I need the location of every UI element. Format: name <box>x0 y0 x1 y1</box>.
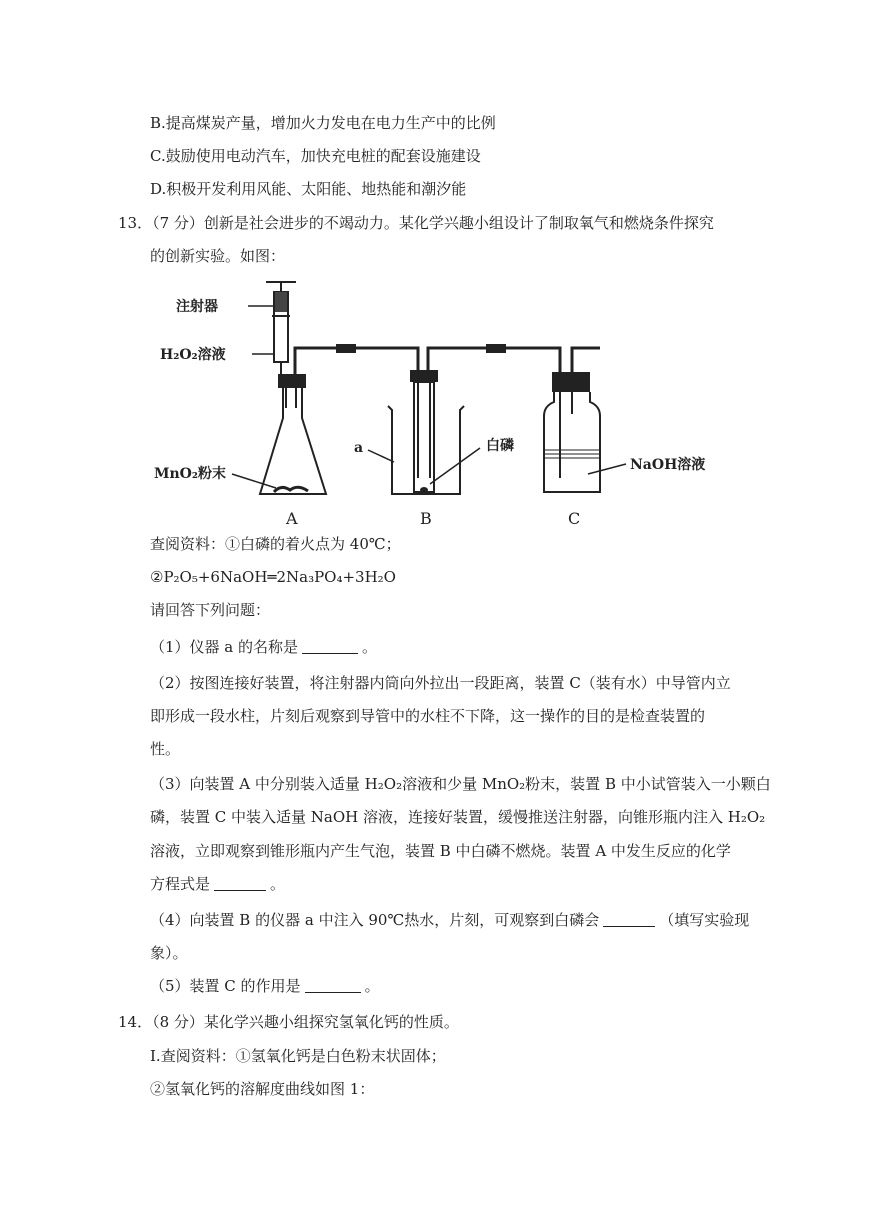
beaker-b <box>388 370 464 494</box>
label-a: a <box>354 440 364 456</box>
q13-part5 <box>150 976 380 996</box>
q13-part5-end: 。 <box>364 977 380 995</box>
q13-part4-line2: 象）。 <box>150 944 188 962</box>
q13-part3-line2: 磷，装置 C 中装入适量 NaOH 溶液，连接好装置，缓慢推送注射器，向锥形瓶内注入 H₂O₂ <box>150 808 766 826</box>
q13-stem-line1: 13．（7 分）创新是社会进步的不竭动力。某化学兴趣小组设计了制取氧气和燃烧条件探究 <box>118 214 714 232</box>
q13-part3-line3: 溶液，立即观察到锥形瓶内产生气泡，装置 B 中白磷不燃烧。装置 A 中发生反应的化学 <box>150 842 731 860</box>
q13-part1 <box>150 637 377 657</box>
q13-part4-text: （4）向装置 B 的仪器 a 中注入 90℃热水，片刻，可观察到白磷会 <box>150 911 600 929</box>
label-h2o2: H₂O₂溶液 <box>160 347 226 363</box>
label-B: B <box>420 509 432 528</box>
q13-stem-line2: 的创新实验。如图： <box>150 247 286 265</box>
q13-part2-line3: 性。 <box>150 740 181 758</box>
q13-part3-end: 。 <box>270 875 286 893</box>
q13-part3-line4-text: 方程式是 <box>150 875 211 893</box>
conical-flask-a <box>260 374 326 494</box>
q13-part5-text: （5）装置 C 的作用是 <box>150 977 301 995</box>
label-naoh: NaOH溶液 <box>630 457 706 473</box>
option-d: D.积极开发利用风能、太阳能、地热能和潮汐能 <box>150 180 467 198</box>
q13-part2-line2: 即形成一段水柱，片刻后观察到导管中的水柱不下降，这一操作的目的是检查装置的 <box>150 707 706 725</box>
option-c: C.鼓励使用电动汽车，加快充电桩的配套设施建设 <box>150 147 481 165</box>
label-mno2: MnO₂粉末 <box>154 466 227 482</box>
label-white-phosphorus: 白磷 <box>486 438 514 454</box>
q13-info2: ②P₂O₅+6NaOH═2Na₃PO₄+3H₂O <box>150 568 396 586</box>
answer-blank-5[interactable] <box>305 978 361 993</box>
answer-blank-3[interactable] <box>214 876 266 891</box>
q13-part1-text: （1）仪器 a 的名称是 <box>150 638 299 656</box>
q13-part3-line1: （3）向装置 A 中分别装入适量 H₂O₂溶液和少量 MnO₂粉末，装置 B 中小试管装入一小颗白 <box>150 775 771 793</box>
apparatus-figure <box>140 278 740 530</box>
q13-part2-line1: （2）按图连接好装置，将注射器内筒向外拉出一段距离，装置 C（装有水）中导管内立 <box>150 674 731 692</box>
answer-blank-4[interactable] <box>603 912 655 927</box>
q13-part1-end: 。 <box>362 638 378 656</box>
q13-part4-line1 <box>150 910 749 930</box>
label-syringe: 注射器 <box>176 299 218 315</box>
q13-part4-text-end: （填写实验现 <box>659 911 750 929</box>
tube-a-b <box>295 348 418 376</box>
q14-stem: 14．（8 分）某化学兴趣小组探究氢氧化钙的性质。 <box>118 1013 459 1031</box>
q13-part3-line4 <box>150 874 285 894</box>
syringe-icon <box>266 282 296 374</box>
option-b: B.提高煤炭产量，增加火力发电在电力生产中的比例 <box>150 114 496 132</box>
q13-info1: 查阅资料：①白磷的着火点为 40℃； <box>150 535 401 553</box>
answer-blank-1[interactable] <box>302 639 358 654</box>
gas-bottle-c <box>544 372 600 492</box>
q14-info2: ②氢氧化钙的溶解度曲线如图 1： <box>150 1080 375 1098</box>
q14-info1: Ⅰ.查阅资料：①氢氧化钙是白色粉末状固体； <box>150 1047 446 1065</box>
label-C: C <box>568 509 581 528</box>
q13-prompt: 请回答下列问题： <box>150 601 271 619</box>
label-A: A <box>286 509 298 528</box>
